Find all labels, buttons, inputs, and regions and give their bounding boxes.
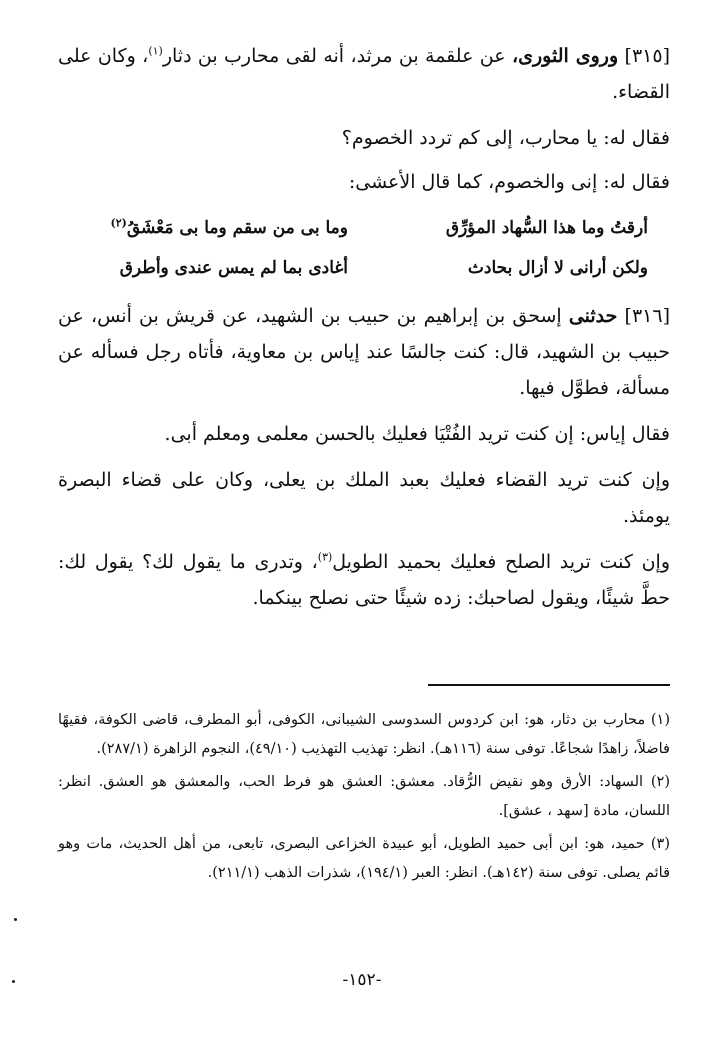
statement-text: وإن كنت تريد الصلح فعليك بحميد الطويل <box>332 551 671 573</box>
page-number: -١٥٢- <box>342 970 382 990</box>
scan-speck <box>12 980 15 983</box>
verse-first-hemistich: أرقتُ وما هذا السُّهاد المؤرِّق <box>445 218 648 238</box>
dialog-line: فقال له: إنى والخصوم، كما قال الأعشى: <box>348 171 670 193</box>
iyas-statement-2: وإن كنت تريد القضاء فعليك بعبد الملك بن يعلى، وكان على قضاء البصرة يومئذ. <box>58 469 670 527</box>
paragraph-lead: وروى الثورى، <box>512 45 619 67</box>
verse-second-hemistich <box>58 208 348 248</box>
hemistich-text: وما بى من سقم وما بى مَعْشَقُ <box>126 218 348 238</box>
scan-speck <box>14 918 17 921</box>
paragraph-text: عن علقمة بن مرثد، أنه لقى محارب بن دثار <box>162 45 506 67</box>
verse-first-hemistich: ولكن أرانى لا أزال بحادث <box>467 258 648 278</box>
footnote-3: (٣) حميد، هو: ابن أبى حميد الطويل، أبو عبيدة الخزاعى البصرى، تابعى، من أهل الحديث، مات وهو قائم يصلى. توفى سنة (١٤٢هـ). انظر: العبر (١٩٤/١)، شذرات الذهب (٢١١/١). <box>58 836 670 881</box>
paragraph-316 <box>58 298 670 406</box>
footnote-ref-2[interactable]: (٢) <box>110 216 127 230</box>
verse-second-hemistich: أغادى بما لم يمس عندى وأطرق <box>119 258 348 278</box>
statement-tail: ، وتدرى ما يقول لك؟ يقول لك: حطَّ شيئًا، ويقول لصاحبك: زده شيئًا حتى نصلح بينكما. <box>58 551 670 609</box>
paragraph-number: [٣١٦] <box>624 305 670 327</box>
paragraph-315 <box>58 38 670 110</box>
dialog-line: فقال له: يا محارب، إلى كم تردد الخصوم؟ <box>341 127 670 149</box>
main-text <box>58 38 670 626</box>
footnote-ref-1[interactable]: (١) <box>148 44 163 58</box>
paragraph-text: إسحق بن إبراهيم بن حبيب بن الشهيد، عن قريش بن أنس، عن حبيب بن الشهيد، قال: كنت جالسًا عند إياس بن معاوية، فأتاه رجل فسأله عن مسألة، فطوَّل فيها. <box>58 305 670 399</box>
footnote-2: (٢) السهاد: الأرق وهو نقيض الرُّقاد. معشق: العشق هو فرط الحب، والمعشق هو العشق. انظر: اللسان، مادة [سهد ، عشق]. <box>58 774 670 819</box>
poem-verse-1 <box>58 208 670 248</box>
poem-verse-2 <box>58 248 670 288</box>
footnote-1: (١) محارب بن دثار، هو: ابن كردوس السدوسى الشيبانى، الكوفى، أبو المطرف، قاضى الكوفة، فقيهًا فاضلاً، زاهدًا شجاعًا. توفى سنة (١١٦هـ). انظر: تهذيب التهذيب (٤٩/١٠)، النجوم الزاهرة (٢٨٧/١). <box>58 712 670 757</box>
footnote-separator <box>428 684 670 686</box>
footnotes <box>58 706 670 892</box>
iyas-statement-1: فقال إياس: إن كنت تريد الفُتْيَا فعليك بالحسن معلمى ومعلم أبى. <box>164 423 670 445</box>
paragraph-number: [٣١٥] <box>624 45 671 67</box>
paragraph-tail: ، وكان على القضاء. <box>58 45 670 103</box>
iyas-statement-3 <box>58 544 670 616</box>
paragraph-lead: حدثنى <box>568 305 618 327</box>
footnote-ref-3[interactable]: (٣) <box>317 550 333 564</box>
